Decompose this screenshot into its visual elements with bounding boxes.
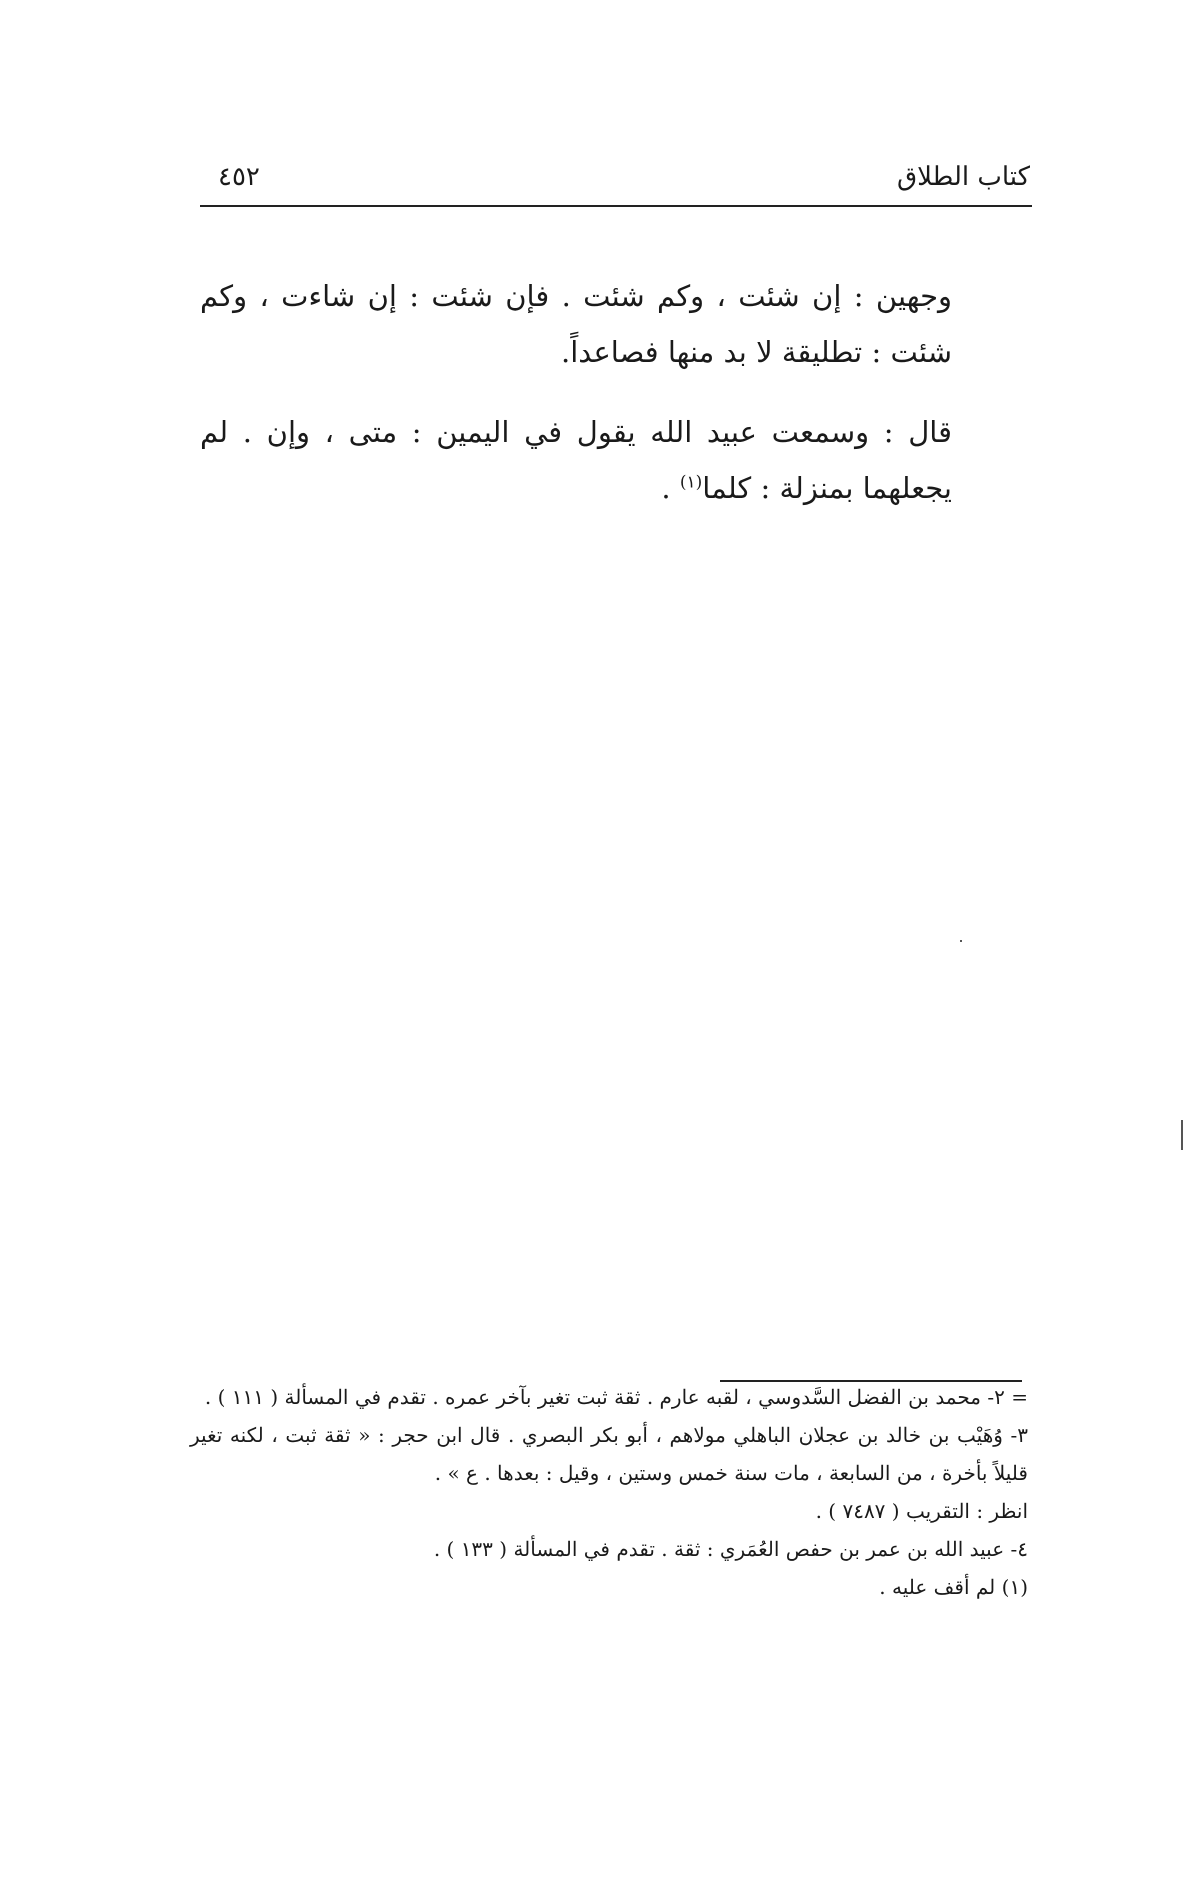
paragraph-2-text: قال : وسمعت عبيد الله يقول في اليمين : متى ، وإن . لم يجعلهما بمنزلة : كلما [200,415,952,505]
footnote-ref-1: (١) [679,472,703,493]
paragraph-1: وجهين : إن شئت ، وكم شئت . فإن شئت : إن شاءت ، وكم شئت : تطليقة لا بد منها فصاعداً. [200,279,952,369]
scan-dot [960,940,962,942]
chapter-title: كتاب الطلاق [896,162,1030,192]
paragraph-2-end: . [661,471,680,505]
footnote-continued-2: = ٢- محمد بن الفضل السَّدوسي ، لقبه عارم . ثقة ثبت تغير بآخر عمره . تقدم في المسألة ( ١١١ ) . [204,1385,1028,1409]
header-rule [200,205,1032,207]
footnote-continued-3-ref: انظر : التقريب ( ٧٤٨٧ ) . [815,1499,1028,1523]
main-text [200,268,952,516]
page-number: ٤٥٢ [218,162,260,192]
scan-edge-mark [1181,1120,1183,1150]
footnotes [190,1378,1028,1606]
footnote-continued-3: ٣- وُهَيْب بن خالد بن عجلان الباهلي مولاهم ، أبو بكر البصري . قال ابن حجر : « ثقة ثبت ، لكنه تغير قليلاً بأخرة ، من السابعة ، مات سنة خمس وستين ، وقيل : بعدها . ع » . [190,1423,1028,1485]
footnote-1: (١) لم أقف عليه . [879,1575,1028,1599]
paragraph-2 [200,404,952,516]
footnote-continued-4: ٤- عبيد الله بن عمر بن حفص العُمَري : ثقة . تقدم في المسألة ( ١٣٣ ) . [433,1537,1028,1561]
page-header [200,162,1030,206]
